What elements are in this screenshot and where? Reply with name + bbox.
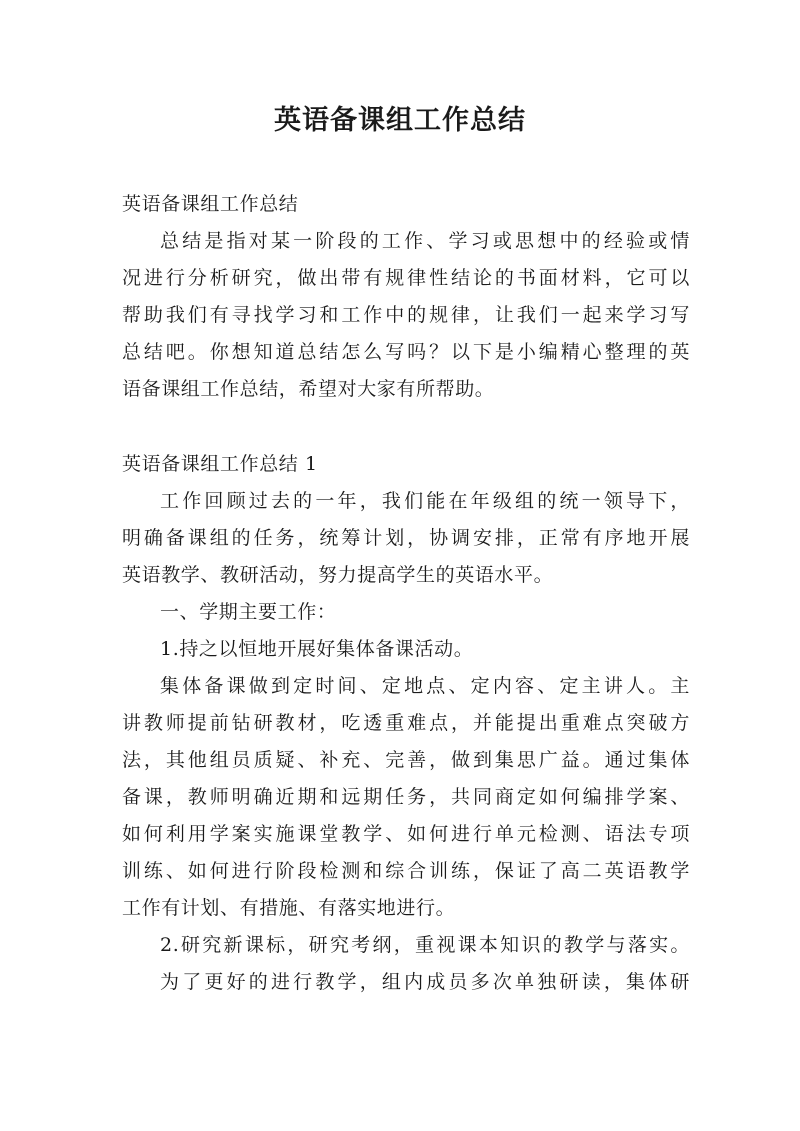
intro-line: 帮助我们有寻找学习和工作中的规律，让我们一起来学习写	[122, 304, 690, 326]
section-paragraph	[122, 483, 690, 594]
item-title: 2.研究新课标，研究考纲，重视课本知识的教学与落实。	[160, 934, 690, 956]
item-paragraph	[122, 964, 690, 1001]
item-paragraph	[122, 668, 690, 927]
paragraph-line: 工作回顾过去的一年，我们能在年级组的统一领导下，	[160, 490, 690, 512]
document-body	[122, 186, 690, 1001]
paragraph-line: 法，其他组员质疑、补充、完善，做到集思广益。通过集体	[122, 749, 690, 771]
paragraph-line: 为了更好的进行教学，组内成员多次单独研读，集体研	[160, 971, 690, 993]
paragraph-line: 明确备课组的任务，统筹计划，协调安排，正常有序地开展	[122, 527, 690, 549]
intro-paragraph	[122, 223, 690, 408]
item-heading: 一、学期主要工作：	[160, 601, 337, 623]
paragraph-line: 集体备课做到定时间、定地点、定内容、定主讲人。主	[160, 675, 690, 697]
paragraph-line: 备课，教师明确近期和远期任务，共同商定如何编排学案、	[122, 786, 690, 808]
intro-line: 语备课组工作总结，希望对大家有所帮助。	[122, 378, 495, 400]
paragraph-line: 英语教学、教研活动，努力提高学生的英语水平。	[122, 564, 554, 586]
subheading: 英语备课组工作总结	[122, 193, 299, 215]
paragraph-line: 训练、如何进行阶段检测和综合训练，保证了高二英语教学	[122, 860, 690, 882]
intro-line: 总结吧。你想知道总结怎么写吗？以下是小编精心整理的英	[122, 341, 690, 363]
item-title: 1.持之以恒地开展好集体备课活动。	[160, 638, 474, 660]
intro-line: 总结是指对某一阶段的工作、学习或思想中的经验或情	[160, 230, 690, 252]
paragraph-line: 工作有计划、有措施、有落实地进行。	[122, 897, 456, 919]
document-title: 英语备课组工作总结	[274, 105, 526, 136]
paragraph-line: 讲教师提前钻研教材，吃透重难点，并能提出重难点突破方	[122, 712, 690, 734]
paragraph-line: 如何利用学案实施课堂教学、如何进行单元检测、语法专项	[122, 823, 690, 845]
paragraph-gap	[122, 408, 690, 446]
section-heading: 英语备课组工作总结 1	[122, 453, 318, 475]
intro-line: 况进行分析研究，做出带有规律性结论的书面材料，它可以	[122, 267, 690, 289]
